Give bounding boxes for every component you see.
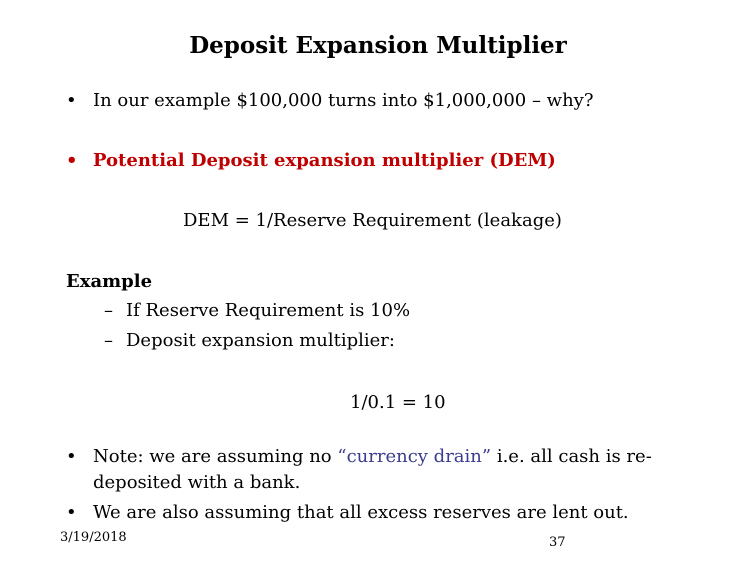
example-item-text: If Reserve Requirement is 10% (126, 300, 411, 321)
bullet-icon: • (66, 150, 78, 171)
bullet-3 (66, 446, 652, 467)
example-heading: Example (66, 271, 153, 292)
calc-result: 1/0.1 = 10 (350, 392, 446, 413)
bullet-4 (66, 502, 629, 523)
bullet-icon: • (66, 446, 77, 467)
dash-icon: – (104, 330, 113, 351)
page-number: 37 (549, 535, 566, 550)
currency-drain-highlight: “currency drain” (337, 446, 492, 467)
bullet-4-text: We are also assuming that all excess reserves are lent out. (93, 502, 629, 523)
example-item-text: Deposit expansion multiplier: (126, 330, 395, 351)
bullet-icon: • (66, 502, 77, 523)
slide-title: Deposit Expansion Multiplier (189, 32, 567, 59)
example-item (104, 330, 395, 351)
slide-date: 3/19/2018 (60, 530, 127, 545)
bullet-2-text: Potential Deposit expansion multiplier (DEM) (93, 150, 556, 171)
note-prefix: Note: we are assuming no (93, 446, 338, 467)
dash-icon: – (104, 300, 113, 321)
dem-formula: DEM = 1/Reserve Requirement (leakage) (183, 210, 562, 231)
example-item (104, 300, 411, 321)
bullet-1-text: In our example $100,000 turns into $1,000,000 – why? (93, 90, 594, 111)
bullet-2 (66, 150, 556, 171)
bullet-icon: • (66, 90, 77, 111)
note-suffix: i.e. all cash is re- (491, 446, 652, 467)
bullet-1 (66, 90, 594, 111)
bullet-3-line2: deposited with a bank. (93, 472, 301, 493)
bullet-3-text (93, 446, 652, 467)
